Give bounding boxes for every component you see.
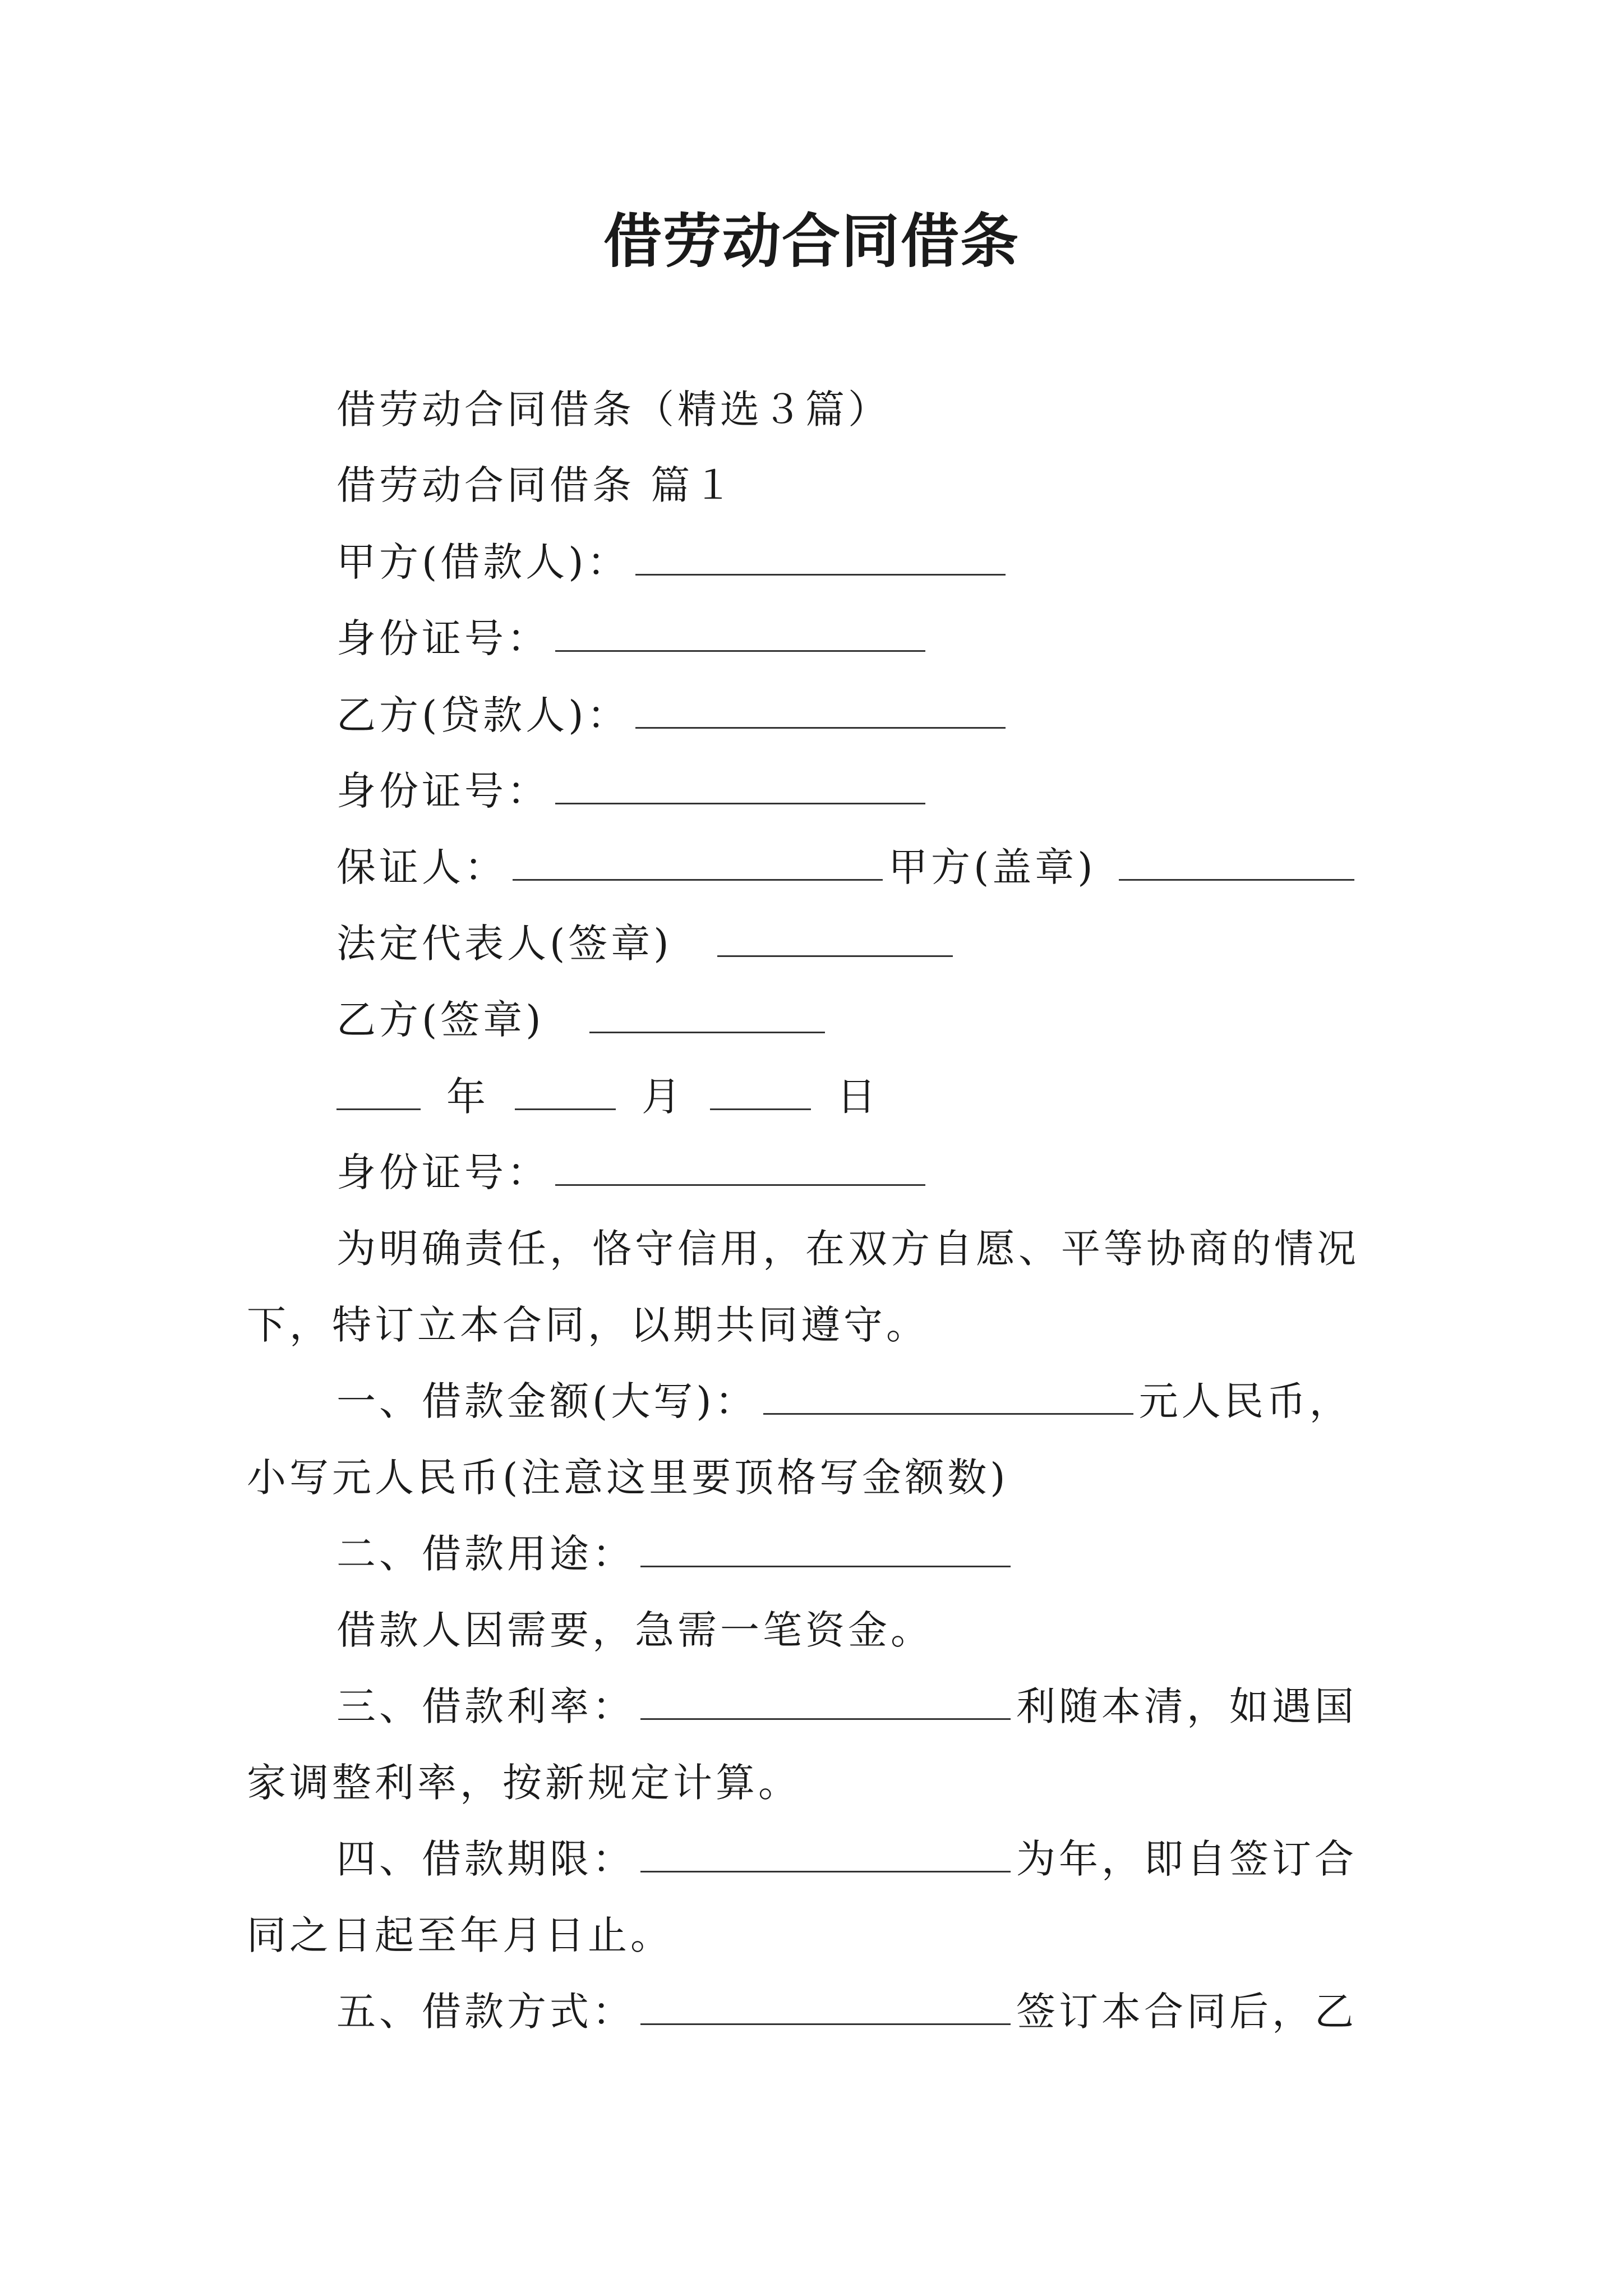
id-number-b-blank (555, 766, 925, 804)
year-blank (336, 1071, 421, 1110)
amount-line-2: 小写元人民币(注意这里要顶格写金额数) (247, 1455, 1009, 1501)
term-line-2: 同之日起至年月日止。 (247, 1912, 673, 1958)
guarantor-blank (513, 842, 883, 881)
amount-suffix: 元人民币， (1138, 1378, 1352, 1424)
intro-line-1: 为明确责任，恪守信用，在双方自愿、平等协商的情况 (336, 1226, 1359, 1272)
amount-row (336, 1373, 1352, 1429)
rate-label: 三、借款利率： (336, 1683, 635, 1729)
amount-blank (763, 1376, 1133, 1415)
guarantor-row (336, 839, 1360, 895)
rate-suffix: 利随本清，如遇国 (1016, 1683, 1357, 1729)
method-blank (640, 1986, 1011, 2025)
day-blank (710, 1071, 811, 1110)
guarantor-label: 保证人： (336, 844, 507, 890)
year-label: 年 (446, 1074, 489, 1120)
party-a-seal-label: 甲方(盖章) (888, 844, 1096, 890)
id-number-c-label: 身份证号： (336, 1149, 550, 1195)
id-number-c-blank (555, 1147, 925, 1186)
legal-rep-blank (717, 918, 953, 957)
party-b-sign-row (336, 992, 831, 1048)
method-suffix: 签订本合同后，乙 (1016, 1989, 1357, 2035)
party-b-blank (635, 690, 1006, 729)
method-label: 五、借款方式： (336, 1989, 635, 2035)
intro-line-2: 下，特订立本合同，以期共同遵守。 (247, 1302, 929, 1348)
method-row (336, 1984, 1357, 2040)
party-a-label: 甲方(借款人)： (336, 539, 630, 585)
section-heading: 借劳动合同借条 篇１ (336, 462, 736, 508)
id-number-a-row (336, 610, 931, 666)
purpose-row (336, 1526, 1016, 1582)
id-number-a-blank (555, 613, 925, 652)
party-a-seal-blank (1119, 842, 1354, 881)
party-b-row (336, 687, 1011, 743)
term-label: 四、借款期限： (336, 1836, 635, 1882)
purpose-label: 二、借款用途： (336, 1531, 635, 1577)
id-number-b-row (336, 763, 931, 819)
date-row (336, 1069, 900, 1125)
party-a-row (336, 534, 1011, 590)
party-a-blank (635, 537, 1006, 576)
purpose-text: 借款人因需要，急需一笔资金。 (336, 1607, 933, 1653)
purpose-blank (640, 1529, 1011, 1567)
document-subtitle: 借劳动合同借条（精选３篇） (336, 386, 891, 432)
party-b-sign-blank (589, 995, 825, 1033)
day-label: 日 (837, 1074, 879, 1120)
legal-rep-label: 法定代表人(签章) (336, 921, 672, 967)
legal-rep-row (336, 915, 958, 972)
month-label: 月 (642, 1074, 684, 1120)
rate-blank (640, 1681, 1011, 1720)
id-number-c-row (336, 1144, 931, 1200)
term-suffix: 为年，即自签订合 (1016, 1836, 1357, 1882)
party-b-label: 乙方(贷款人)： (336, 692, 630, 738)
term-blank (640, 1834, 1011, 1872)
id-number-a-label: 身份证号： (336, 615, 550, 661)
rate-line-2: 家调整利率，按新规定计算。 (247, 1760, 801, 1806)
term-row (336, 1831, 1357, 1887)
month-blank (515, 1071, 616, 1110)
rate-row (336, 1678, 1357, 1734)
amount-label: 一、借款金额(大写)： (336, 1378, 758, 1424)
party-b-sign-label: 乙方(签章) (336, 997, 545, 1043)
id-number-b-label: 身份证号： (336, 768, 550, 814)
document-title: 借劳动合同借条 (603, 206, 1020, 275)
